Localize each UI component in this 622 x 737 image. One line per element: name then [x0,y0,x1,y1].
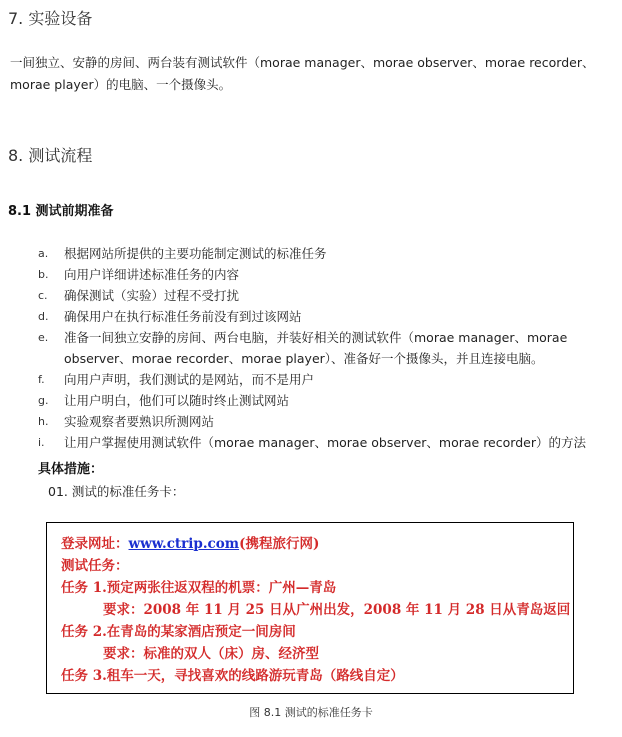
login-line [61,533,573,555]
login-label: 登录网址： [61,536,129,552]
list-item-text: 向用户声明，我们测试的是网站，而不是用户 [64,372,315,387]
login-suffix: (携程旅行网) [239,536,320,552]
list-item [38,306,598,327]
list-marker: e. [38,331,49,344]
list-item-text: 根据网站所提供的主要功能制定测试的标准任务 [64,246,327,261]
figure-caption: 图 8.1 测试的标准任务卡 [249,706,373,719]
section-8-title: 8. 测试流程 [8,146,93,165]
section-7-body: 一间独立、安静的房间、两台装有测试软件（morae manager、morae observer、morae recorder、morae player）的电脑、一个摄像头。 [10,55,595,92]
list-item-text: 确保用户在执行标准任务前没有到过该网站 [64,309,302,324]
task-2: 任务 2.在青岛的某家酒店预定一间房间 [61,624,296,640]
task-3: 任务 3.租车一天，寻找喜欢的线路游玩青岛（路线自定） [61,668,404,684]
list-marker: f. [38,373,45,386]
list-marker: c. [38,289,48,302]
section-8-1-title: 8.1 测试前期准备 [8,204,114,219]
list-item-text: 准备一间独立安静的房间、两台电脑，并装好相关的测试软件（morae manager、morae observer、morae recorder、morae player）、准备好一个摄像头，并且连接电脑。 [64,330,568,366]
list-item [38,432,598,453]
list-item [38,285,598,306]
list-item [38,264,598,285]
list-marker: g. [38,394,49,407]
list-marker: b. [38,268,49,281]
list-marker: i. [38,436,45,449]
list-item [38,411,598,432]
list-item [38,243,598,264]
list-item-text: 向用户详细讲述标准任务的内容 [64,267,240,282]
task-card-item: 01. 测试的标准任务卡： [48,484,185,499]
task-card [46,522,574,694]
list-item-text: 确保测试（实验）过程不受打扰 [64,288,240,303]
preparation-list [38,243,598,453]
list-marker: h. [38,415,49,428]
list-item-text: 让用户掌握使用测试软件（morae manager、morae observer、morae recorder）的方法 [64,435,586,450]
list-item [38,390,598,411]
tasks-label: 测试任务： [61,558,129,574]
task-1: 任务 1.预定两张往返双程的机票：广州—青岛 [61,580,337,596]
list-item [38,327,598,369]
section-7-title: 7. 实验设备 [8,9,93,28]
task-2-requirement: 要求：标准的双人（床）房、经济型 [103,646,319,662]
task-1-requirement: 要求：2008 年 11 月 25 日从广州出发，2008 年 11 月 28 日从青岛返回 [103,602,571,618]
list-item-text: 实验观察者要熟识所测网站 [64,414,215,429]
measures-label: 具体措施： [38,462,104,477]
list-item [38,369,598,390]
login-url-link[interactable]: www.ctrip.com [128,536,240,552]
list-marker: d. [38,310,49,323]
list-item-text: 让用户明白，他们可以随时终止测试网站 [64,393,290,408]
list-marker: a. [38,247,49,260]
